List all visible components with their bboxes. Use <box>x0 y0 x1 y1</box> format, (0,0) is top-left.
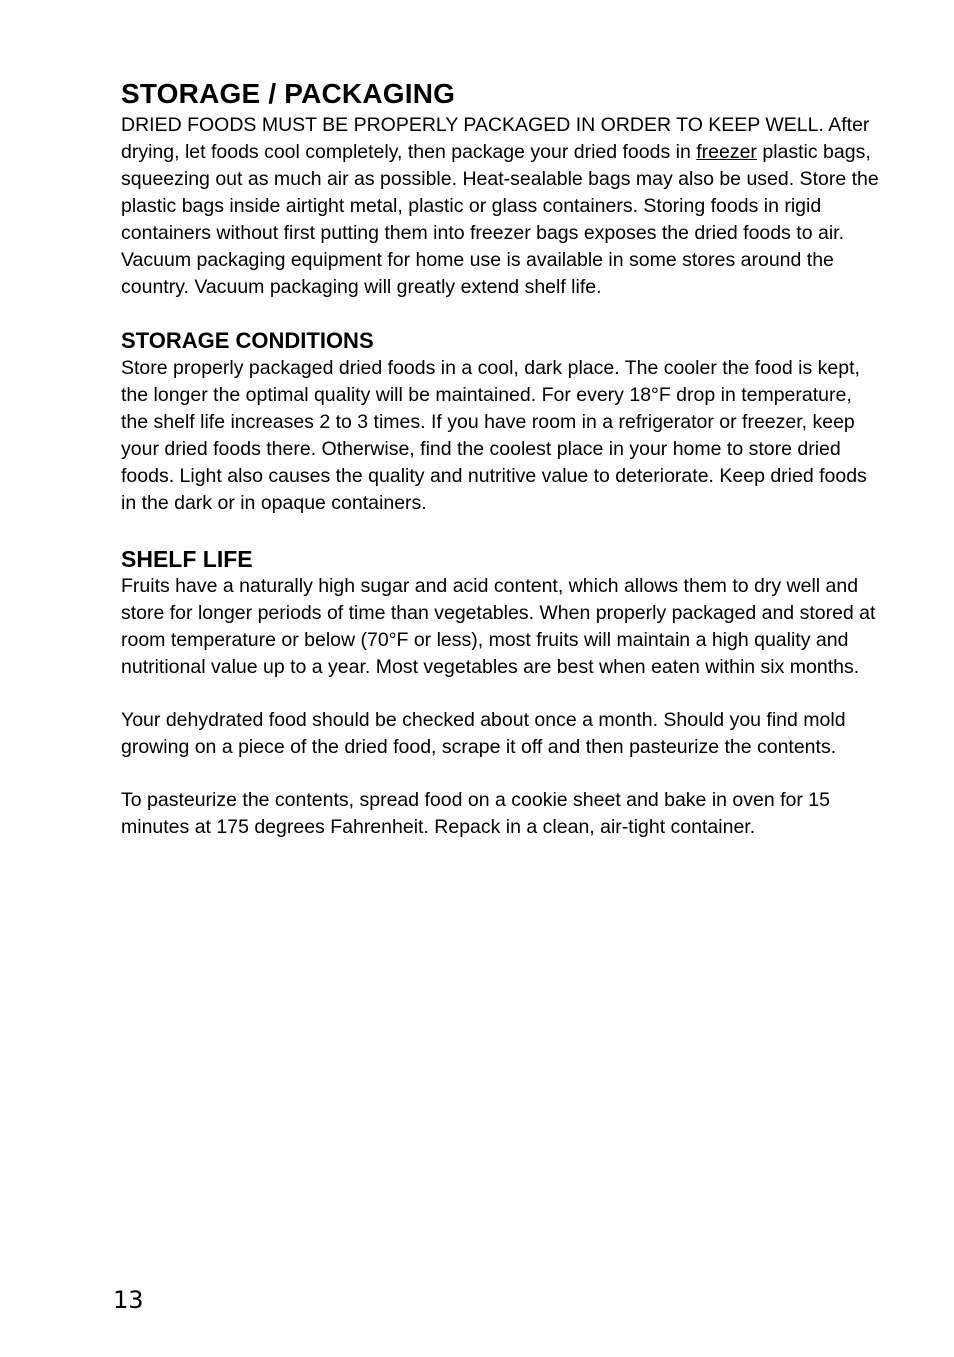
shelf-life-heading: SHELF LIFE <box>121 546 253 572</box>
shelf-life-paragraph-1: Fruits have a naturally high sugar and acid content, which allows them to dry well and store for longer periods of time than vegetables. When properly packaged and stored at room temperature or below (70°F or less), most fruits will maintain a high quality and nutritional value up to a year. Most vegetables are best when eaten within six months. <box>121 575 876 678</box>
shelf-life-paragraph-2: Your dehydrated food should be checked about once a month. Should you find mold growing on a piece of the dried food, scrape it off and then pasteurize the contents. <box>121 709 846 758</box>
storage-packaging-heading: STORAGE / PACKAGING <box>121 78 456 109</box>
freezer-underlined: freezer <box>696 141 757 163</box>
storage-packaging-paragraph <box>121 112 881 301</box>
storage-packaging-text-b: plastic bags, squeezing out as much air as possible. Heat-sealable bags may also be used. Store the plastic bags inside airtight metal, plastic or glass containers. Storing foods in rigid containers without first putting them into freezer bags exposes the dried foods to air. Vacuum packaging equipment for home use is available in some stores around the country. Vacuum packaging will greatly extend shelf life. <box>121 141 879 298</box>
storage-packaging-text-a: DRIED FOODS MUST BE PROPERLY PACKAGED IN ORDER TO KEEP WELL. After drying, let foods cool completely, then package your dried foods in <box>121 114 870 163</box>
document-page <box>121 76 881 841</box>
storage-conditions-heading: STORAGE CONDITIONS <box>121 328 374 353</box>
page-number: 13 <box>113 1286 144 1314</box>
shelf-life-paragraph-3: To pasteurize the contents, spread food on a cookie sheet and bake in oven for 15 minutes at 175 degrees Fahrenheit. Repack in a clean, air-tight container. <box>121 789 830 838</box>
storage-conditions-paragraph: Store properly packaged dried foods in a cool, dark place. The cooler the food is kept, the longer the optimal quality will be maintained. For every 18°F drop in temperature, the shelf life increases 2 to 3 times. If you have room in a refrigerator or freezer, keep your dried foods there. Otherwise, find the coolest place in your home to store dried foods. Light also causes the quality and nutritive value to deteriorate. Keep dried foods in the dark or in opaque containers. <box>121 357 867 514</box>
